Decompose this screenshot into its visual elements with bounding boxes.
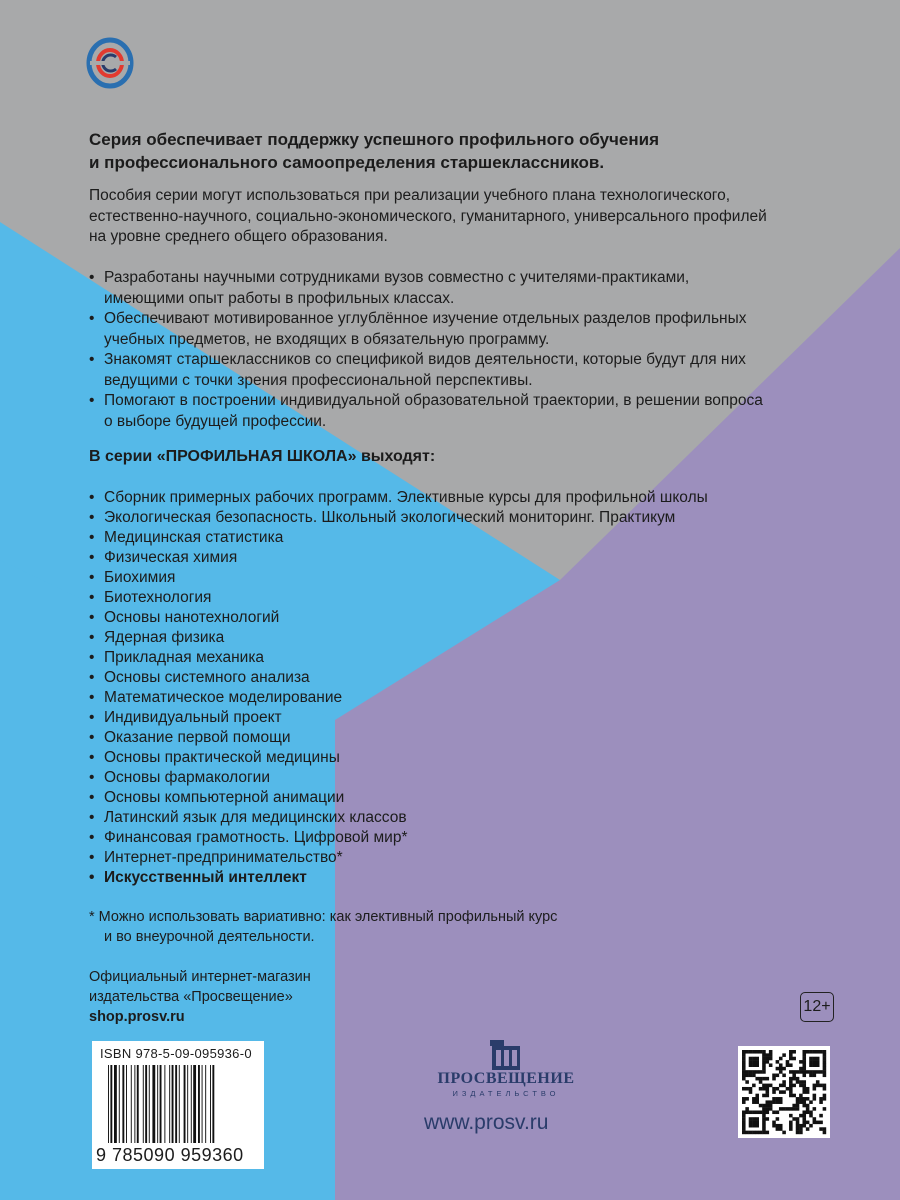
feature-line: ведущими с точки зрения профессиональной перспективы.: [104, 371, 533, 389]
series-title: • Финансовая грамотность. Цифровой мир*: [89, 828, 708, 848]
intro-line: Пособия серии могут использоваться при реализации учебного плана технологического,: [89, 187, 731, 204]
age-rating-badge: 12+: [800, 992, 834, 1022]
feature-line: • Знакомят старшеклассников со спецификой видов деятельности, которые будут для них: [104, 351, 746, 368]
series-heading: В серии «ПРОФИЛЬНАЯ ШКОЛА» выходят:: [89, 448, 436, 465]
circle-c-logo: [86, 35, 134, 93]
intro-line: естественно-научного, социально-экономического, гуманитарного, универсального профилей: [89, 207, 767, 225]
series-title: • Интернет-предпринимательство*: [89, 848, 708, 868]
isbn-label: ISBN 978-5-09-095936-0: [100, 1046, 252, 1061]
publisher-subtitle: ИЗДАТЕЛЬСТВО: [452, 1089, 560, 1098]
intro-line: на уровне среднего общего образования.: [89, 228, 388, 245]
series-title: • Прикладная механика: [89, 648, 708, 668]
feature-item: [89, 309, 763, 350]
series-title-highlighted: • Искусственный интеллект: [89, 868, 708, 888]
series-title: • Сборник примерных рабочих программ. Элективные курсы для профильной школы: [89, 488, 708, 508]
series-title: • Основы фармакологии: [89, 768, 708, 788]
series-title: • Медицинская статистика: [89, 528, 708, 548]
qr-code-icon[interactable]: [738, 1046, 830, 1138]
series-title: • Основы нанотехнологий: [89, 608, 708, 628]
series-title: • Ядерная физика: [89, 628, 708, 648]
series-title: • Основы компьютерной анимации: [89, 788, 708, 808]
shop-info: [89, 967, 311, 1027]
series-title: • Основы практической медицины: [89, 748, 708, 768]
feature-item: [89, 350, 763, 391]
publisher-url[interactable]: www.prosv.ru: [424, 1111, 549, 1134]
shop-line: Официальный интернет-магазин: [89, 969, 311, 985]
lead-line: и профессионального самоопределения старшеклассников.: [89, 153, 605, 172]
shop-line: издательства «Просвещение»: [89, 989, 293, 1005]
feature-line: о выборе будущей профессии.: [104, 412, 327, 430]
feature-list: [89, 268, 763, 432]
footnote-line: и во внеурочной деятельности.: [104, 929, 315, 945]
footnote: [89, 907, 557, 947]
series-title: • Экологическая безопасность. Школьный экологический мониторинг. Практикум: [89, 508, 708, 528]
feature-item: [89, 391, 763, 432]
isbn-barcode-box: [92, 1041, 264, 1169]
feature-line: имеющими опыт работы в профильных классах.: [104, 289, 455, 307]
barcode-icon: [106, 1065, 256, 1145]
series-title: • Биохимия: [89, 568, 708, 588]
feature-line: • Обеспечивают мотивированное углублённое изучение отдельных разделов профильных: [104, 310, 747, 327]
feature-line: учебных предметов, не входящих в обязательную программу.: [104, 330, 550, 348]
series-title: • Основы системного анализа: [89, 668, 708, 688]
isbn-digits: 9 785090 959360: [96, 1145, 244, 1165]
series-title: • Латинский язык для медицинских классов: [89, 808, 708, 828]
series-title: • Физическая химия: [89, 548, 708, 568]
lead-paragraph: [89, 128, 659, 174]
lead-line: Серия обеспечивает поддержку успешного профильного обучения: [89, 130, 660, 149]
footnote-line: * Можно использовать вариативно: как элективный профильный курс: [89, 909, 558, 925]
intro-paragraph: [89, 186, 767, 248]
series-title: • Математическое моделирование: [89, 688, 708, 708]
series-title: • Оказание первой помощи: [89, 728, 708, 748]
series-title: • Индивидуальный проект: [89, 708, 708, 728]
feature-line: • Разработаны научными сотрудниками вузов совместно с учителями-практиками,: [104, 269, 690, 286]
series-title: • Биотехнология: [89, 588, 708, 608]
feature-item: [89, 268, 763, 309]
publisher-name: ПРОСВЕЩЕНИЕ: [437, 1070, 575, 1087]
shop-url[interactable]: shop.prosv.ru: [89, 1009, 185, 1025]
feature-line: • Помогают в построении индивидуальной образовательной траектории, в решении вопроса: [104, 392, 763, 409]
series-title-list: [89, 488, 708, 888]
